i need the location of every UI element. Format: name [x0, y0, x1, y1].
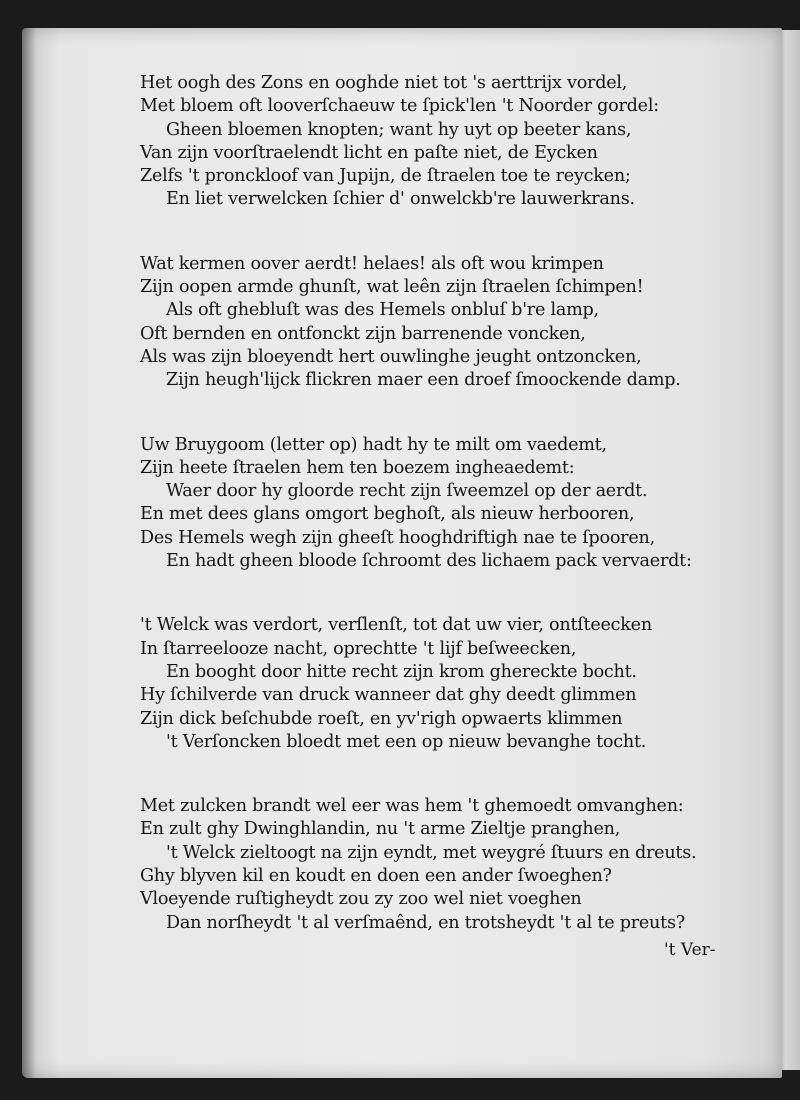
stanza-3 — [140, 434, 750, 574]
verse-line: En met dees glans omgort beghoſt, als nieuw herbooren, — [140, 504, 635, 525]
verse-line: Oft bernden en ontfonckt zijn barrenende voncken, — [140, 323, 586, 344]
verse-line: En hadt gheen bloode ſchroomt des lichaem pack vervaerdt: — [166, 551, 692, 572]
verse-line: Hy ſchilverde van druck wanneer dat ghy deedt glimmen — [140, 685, 637, 706]
verse-line: En liet verwelcken ſchier d' onwelckb're lauwerkrans. — [166, 189, 635, 210]
verse-line: Als was zijn bloeyendt hert ouwlinghe jeught ontzoncken, — [140, 346, 642, 367]
verse-line: Uw Bruygoom (letter op) hadt hy te milt om vaedemt, — [140, 434, 607, 455]
verse-line: Vloeyende ruſtigheydt zou zy zoo wel niet voeghen — [140, 889, 582, 910]
verse-line: In ſtarreelooze nacht, oprechtte 't lijf beſweecken, — [140, 638, 577, 659]
verse-line: 't Welck was verdort, verſlenſt, tot dat uw vier, ontſteecken — [140, 615, 652, 636]
verse-line: Met bloem oft looverſchaeuw te ſpick'len 't Noorder gordel: — [140, 96, 659, 117]
stanza-5 — [140, 795, 750, 935]
verse-line: Met zulcken brandt wel eer was hem 't ghemoedt omvanghen: — [140, 796, 684, 817]
verse-line: En booght door hitte recht zijn krom ghereckte bocht. — [166, 661, 637, 682]
verse-line: Zijn oopen armde ghunſt, wat leên zijn ſtraelen ſchimpen! — [140, 277, 644, 298]
verse-line: Zijn dick beſchubde roeſt, en yv'righ opwaerts klimmen — [140, 708, 623, 729]
verse-line: Als oft ghebluſt was des Hemels onbluſ b're lamp, — [166, 300, 599, 321]
verse-line: En zult ghy Dwinghlandin, nu 't arme Zieltje pranghen, — [140, 819, 621, 840]
verse-line: Het oogh des Zons en ooghde niet tot 's aerttrijx vordel, — [140, 73, 628, 93]
verse-line: 't Welck zieltoogt na zijn eyndt, met weygré ſtuurs en dreuts. — [166, 842, 697, 863]
verse-line: Wat kermen oover aerdt! helaes! als oft wou krimpen — [140, 253, 604, 274]
stanza-1 — [140, 72, 750, 212]
stanza-2 — [140, 253, 750, 393]
verse-line: Gheen bloemen knopten; want hy uyt op beeter kans, — [166, 119, 632, 140]
verse-line: Waer door hy gloorde recht zijn ſweemzel op der aerdt. — [166, 481, 648, 502]
verse-line: Dan norſheydt 't al verſmaênd, en trotsheydt 't al te preuts? — [166, 912, 685, 933]
verse-line: 't Verſoncken bloedt met een op nieuw bevanghe tocht. — [166, 731, 647, 752]
verse-line: Zijn heugh'lijck flickren maer een droef ſmoockende damp. — [166, 370, 681, 391]
verse-line: Zijn heete ſtraelen hem ten boezem ingheaedemt: — [140, 457, 575, 478]
poem-text — [140, 72, 750, 976]
verse-line: Zelfs 't pronckloof van Jupijn, de ſtraelen toe te reycken; — [140, 166, 631, 187]
verse-line: Des Hemels wegh zijn gheeſt hooghdriftigh nae te ſpooren, — [140, 527, 655, 548]
stanza-4 — [140, 614, 750, 754]
gutter-shadow — [22, 28, 36, 1078]
verse-line: Van zijn voorſtraelendt licht en paſte niet, de Eycken — [140, 142, 598, 163]
verse-line: Ghy blyven kil en koudt en doen een ander ſwoeghen? — [140, 866, 612, 887]
catchword: 't Ver- — [664, 940, 716, 960]
